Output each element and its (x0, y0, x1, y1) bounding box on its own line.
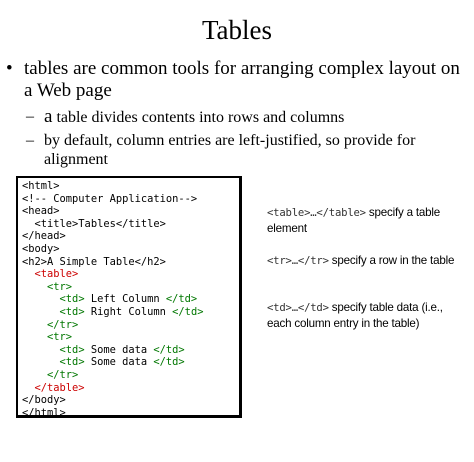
code-indent (22, 306, 60, 318)
code-token: </td> (153, 356, 185, 369)
code-token: <head> (22, 205, 60, 218)
code-token: </td> (172, 305, 204, 318)
sub-bullet-2 (26, 131, 466, 169)
code-token: <html> (22, 180, 60, 192)
code-indent (22, 319, 47, 331)
code-line (22, 319, 239, 332)
code-indent (22, 218, 35, 230)
sub-bullet-marker: – (26, 132, 34, 149)
code-indent (22, 344, 60, 356)
code-token: </table> (34, 381, 85, 394)
code-token: <td> (59, 343, 85, 356)
code-token: </td> (165, 293, 198, 306)
code-line (22, 193, 239, 206)
code-token: <tr> (47, 280, 73, 293)
code-indent (22, 268, 35, 280)
code-line (22, 180, 239, 193)
note-td (267, 300, 467, 331)
code-token: </tr> (47, 318, 79, 331)
code-line (22, 331, 239, 344)
note-table-text: specify a table element (267, 206, 440, 235)
note-tr-text: specify a row in the table (328, 254, 455, 267)
note-table (267, 205, 467, 236)
code-indent (22, 281, 47, 293)
code-line (22, 205, 239, 218)
sub-bullet-marker: – (26, 108, 34, 125)
slide-title: Tables (201, 15, 273, 45)
code-token: <!-- Computer Application--> (22, 192, 198, 205)
sub-bullet-2-text: by default, column entries are left-justified, so provide for alignment (44, 132, 416, 168)
code-token: </head> (22, 230, 66, 243)
code-line (22, 281, 239, 294)
main-bullet-text: tables are common tools for arranging complex layout on a Web page (24, 58, 460, 101)
code-line (22, 394, 239, 407)
sub-bullet-1-lead: a (44, 106, 53, 127)
code-token: <td> (59, 356, 85, 369)
code-token: <td> (59, 305, 85, 318)
code-line (22, 218, 239, 231)
code-token: Some data (84, 343, 154, 356)
code-token: <body> (22, 242, 60, 255)
code-line (22, 306, 239, 319)
code-line (22, 382, 239, 395)
code-token: </td> (153, 343, 185, 356)
code-token: </body> (22, 394, 66, 407)
code-token: <table> (34, 268, 79, 281)
code-line (22, 356, 239, 369)
code-line (22, 369, 239, 382)
code-line (22, 256, 239, 269)
code-line (22, 268, 239, 281)
code-token: Right Column (84, 305, 173, 318)
note-td-tag: <td>…</td> (267, 302, 329, 314)
code-token: </tr> (47, 368, 79, 381)
code-token: <td> (59, 293, 85, 306)
code-line (22, 407, 239, 420)
code-token: <h2>A Simple Table</h2> (22, 255, 166, 268)
code-token: <tr> (47, 331, 73, 344)
sub-bullet-1-text: table divides contents into rows and columns (52, 109, 345, 126)
code-token: Some data (84, 356, 154, 369)
bullet-marker: • (6, 58, 13, 79)
sub-bullet-1 (26, 107, 466, 127)
code-example-box (16, 176, 242, 418)
code-line (22, 243, 239, 256)
code-line (22, 344, 239, 357)
code-indent (22, 331, 47, 343)
code-token: <title>Tables</title> (34, 217, 166, 230)
code-indent (22, 382, 35, 394)
code-indent (22, 369, 47, 381)
note-tr-tag: <tr>…</tr> (267, 255, 329, 267)
code-line (22, 293, 239, 306)
note-table-tag: <table>…</table> (267, 207, 366, 219)
code-token: </html> (22, 406, 66, 419)
code-line (22, 230, 239, 243)
main-bullet (6, 58, 468, 102)
note-tr (267, 253, 467, 269)
note-td-text: specify table data (i.e., each column entry in the table) (267, 301, 443, 330)
code-token: Left Column (84, 293, 166, 306)
code-indent (22, 293, 60, 305)
code-indent (22, 356, 60, 368)
